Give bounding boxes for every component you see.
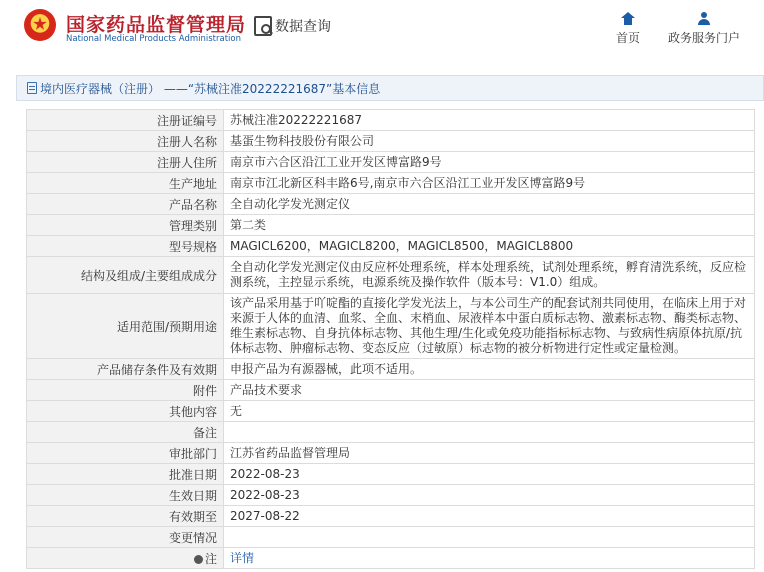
nav-government-services-label: 政务服务门户 [668, 31, 741, 45]
row-value: 该产品采用基于吖啶酯的直接化学发光法上，与本公司生产的配套试剂共同使用，在临床上用于对来源于人体的血清、血浆、全血、末梢血、尿液样本中蛋白质标志物、激素标志物、酶类标志物、维生素标志物、自身抗体标志物、其他生理/生化或免疫功能指标标志物、与致病性病原体抗原/抗体标志物、肿瘤标志物、变态反应（过敏原）标志物的被分析物进行定性或定量检测。 [224, 294, 755, 359]
row-value [224, 527, 755, 548]
nmpa-emblem-icon [24, 9, 56, 41]
row-label: 生效日期 [27, 485, 224, 506]
row-label: 管理类别 [27, 215, 224, 236]
row-label: 适用范围/预期用途 [27, 294, 224, 359]
row-label: 有效期至 [27, 506, 224, 527]
row-value: 第二类 [224, 215, 755, 236]
table-row [27, 257, 755, 294]
table-row [27, 506, 755, 527]
row-label: 注册证编号 [27, 110, 224, 131]
row-label: 其他内容 [27, 401, 224, 422]
row-value: 2022-08-23 [224, 485, 755, 506]
home-icon [622, 12, 634, 26]
table-row [27, 194, 755, 215]
table-row [27, 236, 755, 257]
row-value: 产品技术要求 [224, 380, 755, 401]
row-label: 结构及组成/主要组成成分 [27, 257, 224, 294]
pin-icon [194, 555, 203, 564]
site-name-cn: 国家药品监督管理局 [66, 14, 247, 36]
details-link[interactable]: 详情 [230, 550, 255, 565]
row-label: 产品名称 [27, 194, 224, 215]
table-row [27, 464, 755, 485]
table-row [27, 131, 755, 152]
table-row [27, 527, 755, 548]
row-value: 全自动化学发光测定仪 [224, 194, 755, 215]
row-value: 全自动化学发光测定仪由反应杯处理系统，样本处理系统，试剂处理系统，孵育清洗系统，反应检测系统，主控显示系统，电源系统及操作软件（版本号：V1.0）组成。 [224, 257, 755, 294]
row-value: 基蛋生物科技股份有限公司 [224, 131, 755, 152]
row-value: 苏械注准20222221687 [224, 110, 755, 131]
row-label: 注册人住所 [27, 152, 224, 173]
table-row [27, 422, 755, 443]
row-label: 注册人名称 [27, 131, 224, 152]
record-title: 境内医疗器械（注册） ——“苏械注准20222221687”基本信息 [40, 81, 381, 96]
row-value: 2027-08-22 [224, 506, 755, 527]
row-label: 审批部门 [27, 443, 224, 464]
device-info-table [26, 109, 755, 569]
table-row [27, 173, 755, 194]
table-row [27, 401, 755, 422]
table-row [27, 294, 755, 359]
row-value: MAGICL6200，MAGICL8200，MAGICL8500，MAGICL8800 [224, 236, 755, 257]
row-value: 无 [224, 401, 755, 422]
note-label-cell [27, 548, 224, 569]
row-value: 江苏省药品监督管理局 [224, 443, 755, 464]
row-label: 型号规格 [27, 236, 224, 257]
row-value [224, 422, 755, 443]
record-title-bar [16, 75, 764, 101]
data-query-label: 数据查询 [275, 19, 331, 35]
document-search-icon [254, 16, 272, 36]
site-name-en: National Medical Products Administration [66, 34, 241, 44]
nav-government-services[interactable] [668, 12, 740, 46]
table-row [27, 485, 755, 506]
row-value: 南京市江北新区科丰路6号,南京市六合区沿江工业开发区博富路9号 [224, 173, 755, 194]
table-row [27, 380, 755, 401]
row-label: 变更情况 [27, 527, 224, 548]
note-label: 注 [204, 551, 217, 566]
row-label: 附件 [27, 380, 224, 401]
document-icon [27, 82, 37, 94]
data-query-link[interactable] [254, 15, 331, 37]
row-label: 批准日期 [27, 464, 224, 485]
table-row [27, 359, 755, 380]
row-value: 2022-08-23 [224, 464, 755, 485]
table-row [27, 110, 755, 131]
table-row [27, 443, 755, 464]
note-value-cell [224, 548, 755, 569]
table-row [27, 548, 755, 569]
site-header [0, 0, 764, 60]
table-row [27, 215, 755, 236]
row-label: 备注 [27, 422, 224, 443]
nav-home[interactable] [616, 12, 640, 46]
row-label: 生产地址 [27, 173, 224, 194]
nav-home-label: 首页 [616, 31, 641, 45]
row-value: 申报产品为有源器械，此项不适用。 [224, 359, 755, 380]
row-label: 产品储存条件及有效期 [27, 359, 224, 380]
table-row [27, 152, 755, 173]
user-icon [698, 12, 710, 26]
row-value: 南京市六合区沿江工业开发区博富路9号 [224, 152, 755, 173]
